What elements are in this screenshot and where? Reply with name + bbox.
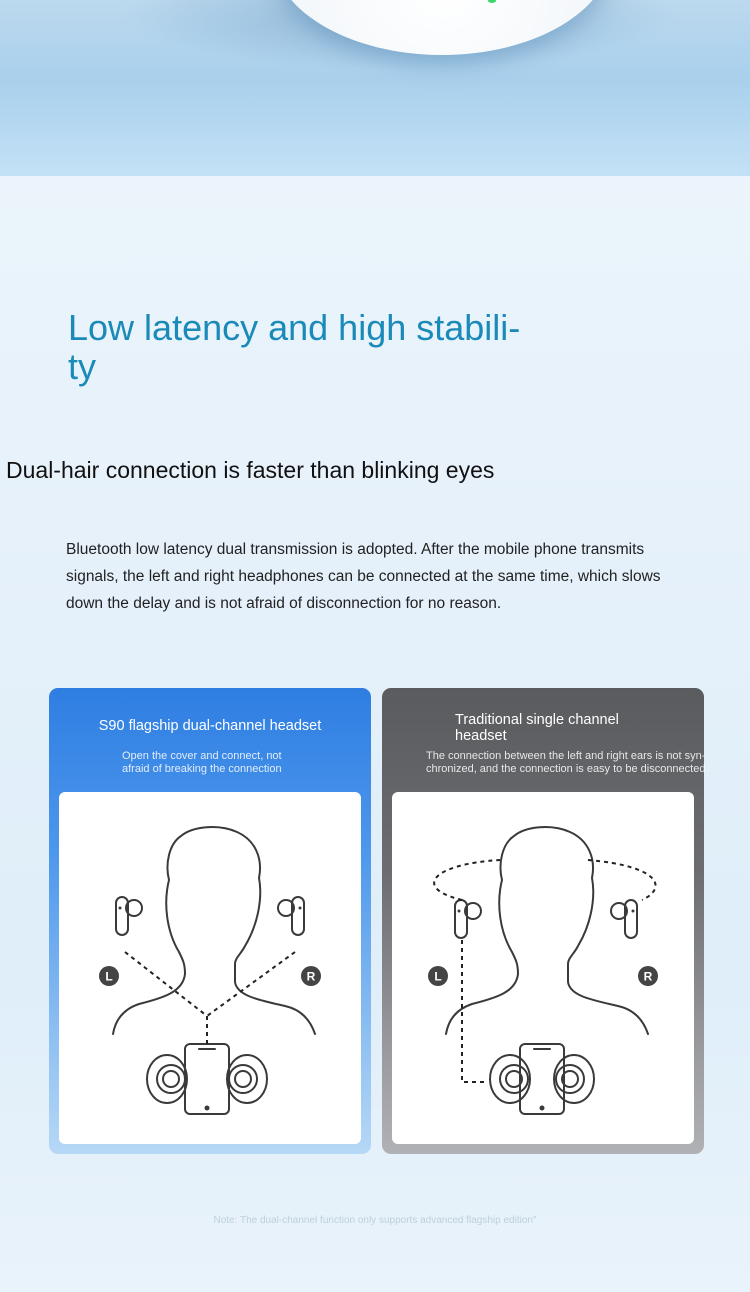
dual-channel-subtitle: Open the cover and connect, not afraid of breaking the connection <box>122 750 282 775</box>
right-earbud-icon <box>625 900 637 938</box>
connection-diagram <box>59 792 361 1144</box>
phone-icon <box>185 1044 229 1114</box>
page-title: Low latency and high stabili- ty <box>68 307 521 387</box>
phone-icon <box>520 1044 564 1114</box>
left-signal-line <box>125 952 207 1016</box>
left-earbud-icon <box>116 897 128 935</box>
head-silhouette-icon <box>446 827 648 1034</box>
right-badge-label: R <box>643 969 653 984</box>
left-badge-label: L <box>434 969 442 984</box>
footnote: Note: The dual-channel function only supports advanced flagship edition" <box>213 1215 537 1226</box>
hero-product-image <box>0 0 750 176</box>
dual-channel-title: S90 flagship dual-channel headset <box>98 718 322 734</box>
dual-channel-illustration <box>59 792 361 1144</box>
page-subtitle: Dual-hair connection is faster than blinking eyes <box>6 457 495 483</box>
single-channel-title: Traditional single channel headset <box>455 712 619 744</box>
right-earbud-icon <box>292 897 304 935</box>
right-signal-line <box>207 952 295 1016</box>
ear-to-ear-signal-line <box>434 860 655 900</box>
head-silhouette-icon <box>113 827 315 1034</box>
single-channel-illustration <box>392 792 694 1144</box>
connection-diagram <box>392 792 694 1144</box>
phone-signal-line <box>462 940 488 1082</box>
right-badge-label: R <box>306 969 316 984</box>
single-channel-subtitle: The connection between the left and right ears is not syn- chronized, and the connection is easy to be disconnected. <box>426 750 709 775</box>
description-text: Bluetooth low latency dual transmission is adopted. After the mobile phone transmits signals, the left and right headphones can be connected at the same time, which slows down the delay and is not afraid of disconnection for no reason. <box>66 541 661 612</box>
left-badge-label: L <box>105 969 113 984</box>
left-earbud-icon <box>455 900 467 938</box>
